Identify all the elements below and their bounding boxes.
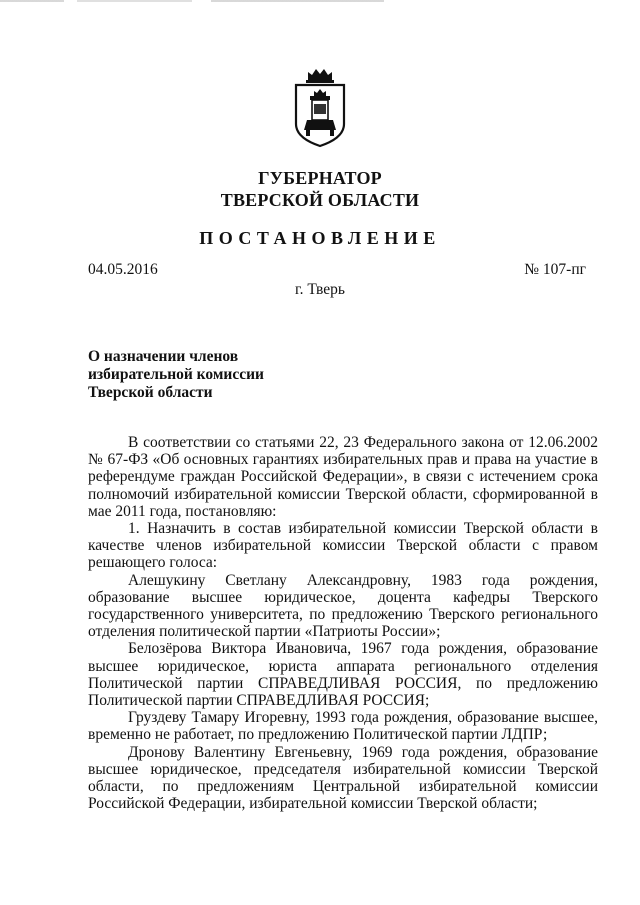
document-subject bbox=[88, 348, 264, 402]
body-paragraph: В соответствии со статьями 22, 23 Федерального закона от 12.06.2002 № 67-ФЗ «Об основных гарантиях избирательных прав и права на участие в референдуме граждан Российской Федерации», в связи с истечением срока полномочий избирательной комиссии Тверской области, сформированной в мае 2011 года, постановляю: bbox=[88, 434, 598, 520]
subject-line: избирательной комиссии bbox=[88, 366, 264, 383]
document-date: 04.05.2016 bbox=[88, 261, 158, 278]
body-paragraph: Алешукину Светлану Александровну, 1983 года рождения, образование высшее юридическое, доцента кафедры Тверского государственного университета, по предложению Тверского регионального отделения политической партии «Патриоты России»; bbox=[88, 571, 598, 641]
document-place: г. Тверь bbox=[295, 281, 345, 298]
body-paragraph: Дронову Валентину Евгеньевну, 1969 года рождения, образование высшее юридическое, председателя избирательной комиссии Тверской области, по предложениям Центральной избирательной комиссии Российской Федерации, избирательной комиссии Тверской области; bbox=[88, 743, 598, 813]
document-body bbox=[88, 434, 598, 812]
document-type-heading: ПОСТАНОВЛЕНИЕ bbox=[199, 228, 441, 248]
authority-title-line2: ТВЕРСКОЙ ОБЛАСТИ bbox=[220, 190, 420, 210]
subject-line: Тверской области bbox=[88, 384, 213, 401]
body-paragraph: 1. Назначить в состав избирательной комиссии Тверской области в качестве членов избирательной комиссии Тверской области с правом решающего голоса: bbox=[88, 520, 598, 572]
tver-coat-of-arms-icon bbox=[292, 66, 348, 150]
body-paragraph: Белозёрова Виктора Ивановича, 1967 года рождения, образование высшее юридическое, юриста аппарата регионального отделения Политической партии СПРАВЕДЛИВАЯ РОССИЯ, по предложению Политической партии СПРАВЕДЛИВАЯ РОССИЯ; bbox=[88, 640, 598, 710]
subject-line: О назначении членов bbox=[88, 348, 239, 365]
authority-title-line1: ГУБЕРНАТОР bbox=[258, 168, 382, 188]
document-number: № 107-пг bbox=[524, 261, 586, 278]
body-paragraph: Груздеву Тамару Игоревну, 1993 года рождения, образование высшее, временно не работает, по предложению Политической партии ЛДПР; bbox=[88, 709, 598, 744]
scan-edge-artifact bbox=[0, 0, 640, 2]
